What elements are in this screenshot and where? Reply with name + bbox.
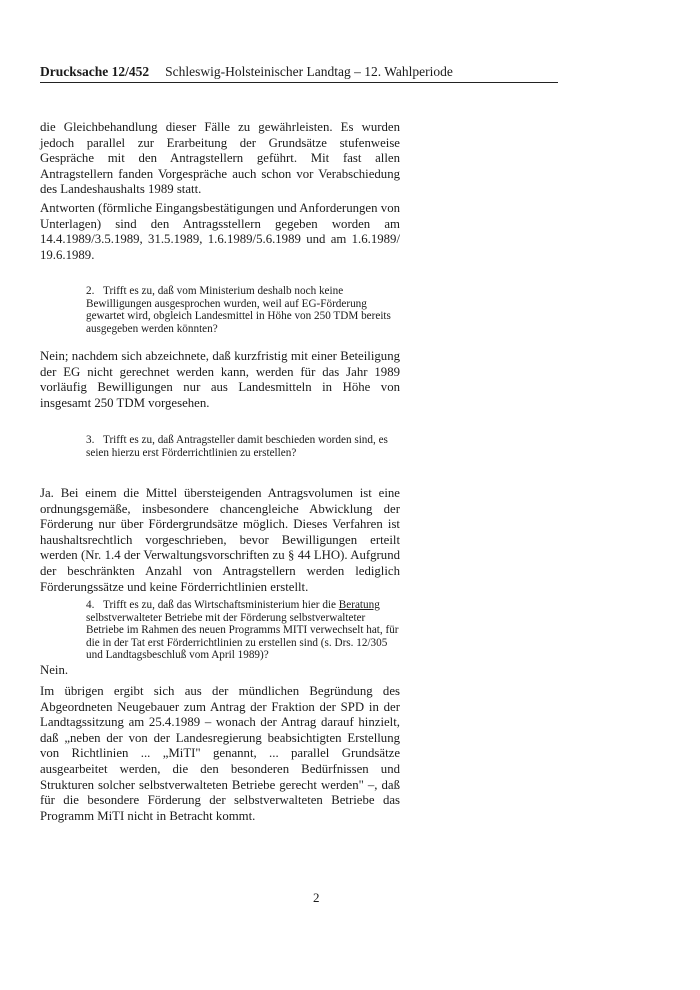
paragraph-answers-dates: Antworten (förmliche Eingangsbestätigungen und Anforderungen von Unterlagen) sind den Antragsstellern gegeben worden am 14.4.1989/3.5.1989, 31.5.1989, 1.6.1989/5.6.1989 und am 1.6.1989/ 19.6.1989. xyxy=(40,201,400,262)
question-4 xyxy=(86,599,404,662)
answer-2: Nein; nachdem sich abzeichnete, daß kurzfristig mit einer Beteiligung der EG nicht gerechnet werden kann, werden für das Jahr 1989 vorläufig Bewilligungen nur aus Landesmitteln in Höhe von insgesamt 250 TDM vorgesehen. xyxy=(40,349,400,410)
question-text: Trifft es zu, daß Antragsteller damit beschieden worden sind, es seien hierzu erst Förderrichtlinien zu erstellen? xyxy=(86,434,388,459)
question-text: Trifft es zu, daß vom Ministerium deshalb noch keine Bewilligungen ausgesprochen wurden, weil auf EG-Förderung gewartet wird, obgleich Landesmittel in Höhe von 250 TDM bereits ausgegeben werden könnten? xyxy=(86,285,391,335)
question-text-start: Trifft es zu, daß das Wirtschaftsministerium hier die xyxy=(103,599,336,611)
question-number: 2. xyxy=(86,285,95,297)
answer-4-short: Nein. xyxy=(40,663,69,677)
question-2 xyxy=(86,285,404,335)
paragraph-intro: die Gleichbehandlung dieser Fälle zu gewährleisten. Es wurden jedoch parallel zur Erarbeitung der Grundsätze stufenweise Gespräche mit den Antragstellern geführt. Mit fast allen Antragstellern fanden Vorgespräche auch schon vor Verabschiedung des Landeshaushalts 1989 statt. xyxy=(40,120,400,197)
question-text-end: selbstverwalteter Betriebe mit der Förderung selbstverwalteter Betriebe im Rahmen des neuen Programms MITI verwechselt hat, für die in der Tat erst Förderrichtlinien zu erstellen sind (s. Drs. 12/305 und Landtagsbeschluß vom April 1989)? xyxy=(86,611,399,662)
document-reference: Drucksache 12/452 xyxy=(40,64,150,79)
page-header xyxy=(40,64,560,80)
question-number: 4. xyxy=(86,599,95,611)
question-number: 3. xyxy=(86,434,95,446)
page-number: 2 xyxy=(313,890,320,905)
question-3 xyxy=(86,434,404,459)
question-underlined-word: Beratung xyxy=(338,599,380,611)
answer-3: Ja. Bei einem die Mittel übersteigenden Antragsvolumen ist eine ordnungsgemäße, insbesondere chancengleiche Abwicklung der Förderung nur über Fördergrundsätze möglich. Dieses Verfahren ist haushaltsrechtlich vorgeschrieben, bevor Bewilligungen erteilt werden (Nr. 1.4 der Verwaltungsvorschriften zu § 44 LHO). Aufgrund der beschränkten Anzahl von Antragstellern werden lediglich Förderungssätze und keine Förderrichtlinien erstellt. xyxy=(40,486,400,594)
header-rule xyxy=(40,82,558,83)
answer-4-detail: Im übrigen ergibt sich aus der mündlichen Begründung des Abgeordneten Neugebauer zum Antrag der Fraktion der SPD in der Landtagssitzung am 25.4.1989 – wonach der Antrag darauf hinzielt, daß „neben der von der Landesregierung beabsichtigten Erstellung von Richtlinien ... „MiTI" genannt, ... parallel Grundsätze ausgearbeitet werden, die den besonderen Bedürfnissen und Strukturen solcher selbstverwalteten Betriebe gerecht werden" –, daß für die besondere Förderung der selbstverwalteten Betriebe das Programm MiTI nicht in Betracht kommt. xyxy=(40,684,400,823)
parliament-title: Schleswig-Holsteinischer Landtag – 12. Wahlperiode xyxy=(165,64,453,79)
